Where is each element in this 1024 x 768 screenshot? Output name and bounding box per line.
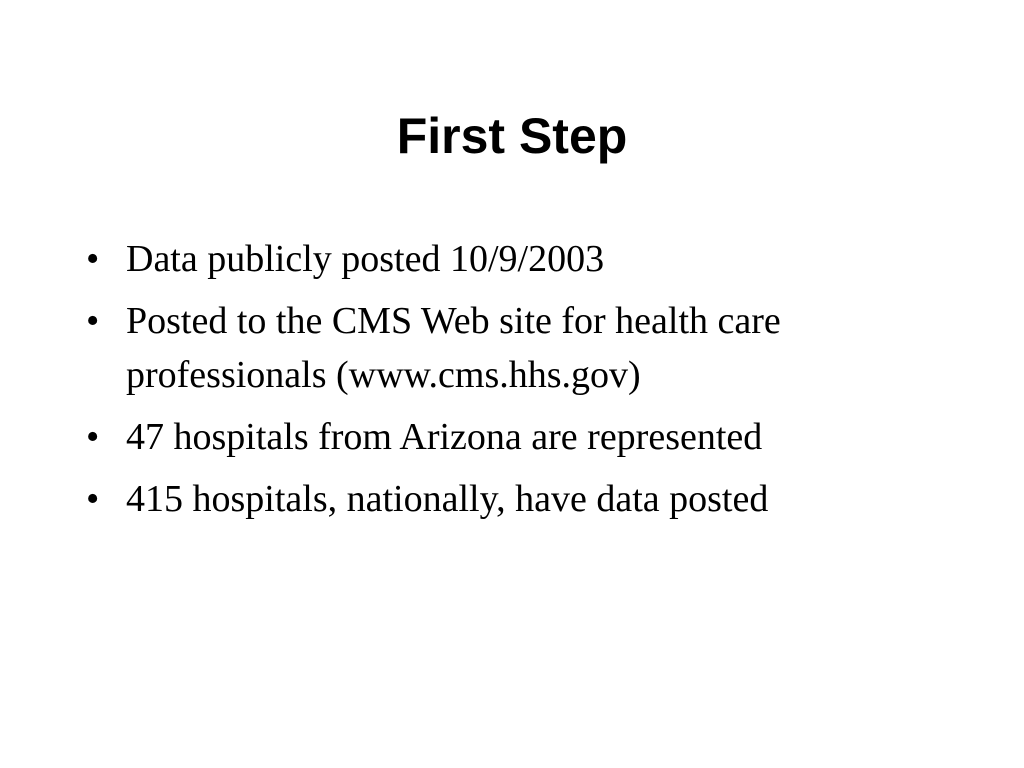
bullet-text: Posted to the CMS Web site for health care professionals (www.cms.hhs.gov) [126,300,781,396]
bullet-marker: • [86,416,100,458]
list-item [86,472,946,526]
bullet-list [86,232,946,534]
list-item [86,410,946,464]
bullet-marker: • [86,300,100,342]
bullet-text: 47 hospitals from Arizona are represented [126,416,763,458]
bullet-marker: • [86,478,100,520]
bullet-text: 415 hospitals, nationally, have data posted [126,478,769,520]
bullet-marker: • [86,238,100,280]
slide-title: First Step [396,108,628,164]
list-item [86,294,946,402]
bullet-text: Data publicly posted 10/9/2003 [126,238,605,280]
list-item [86,232,946,286]
